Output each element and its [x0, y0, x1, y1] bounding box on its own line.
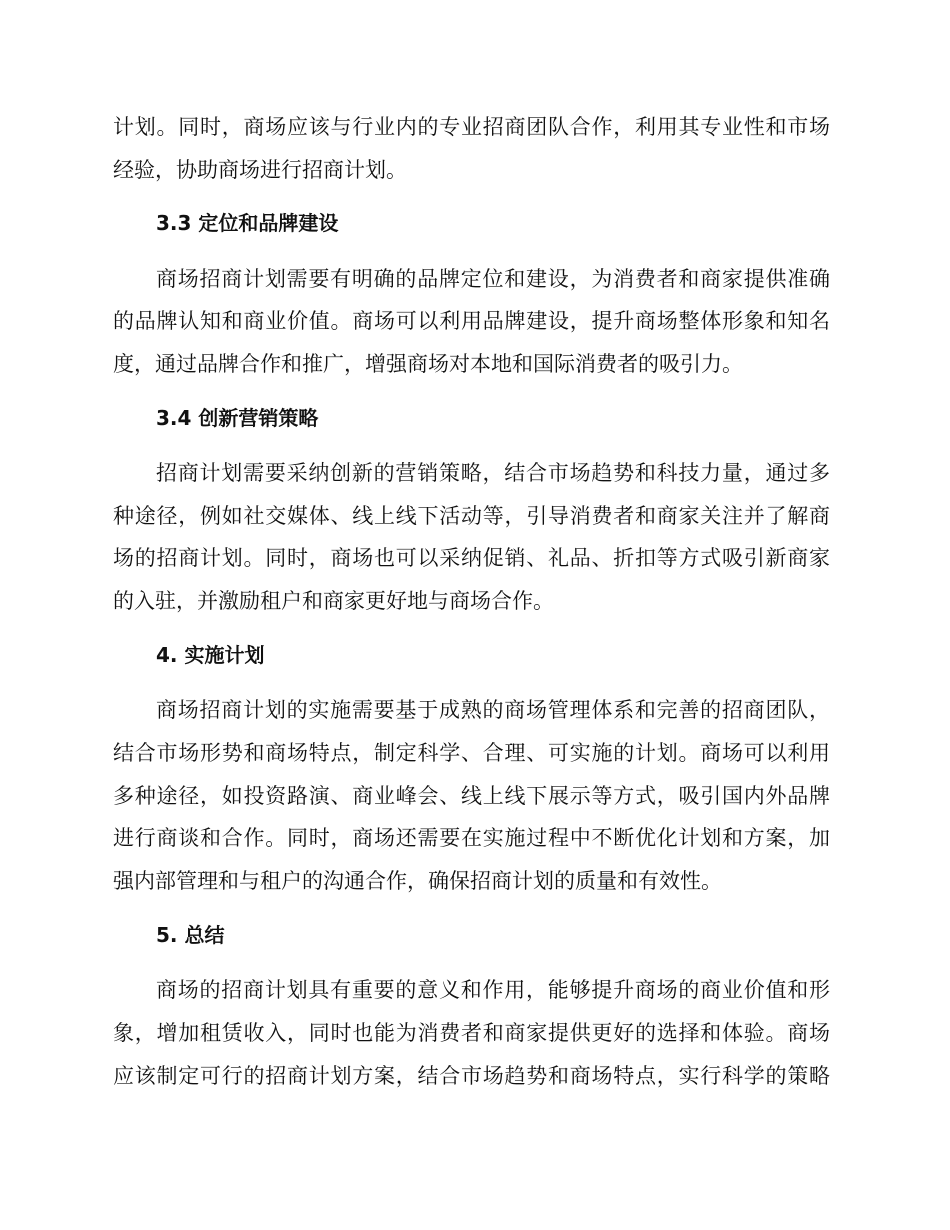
paragraph-line: 象，增加租赁收入，同时也能为消费者和商家提供更好的选择和体验。商场 — [113, 1021, 830, 1045]
paragraph-line: 场的招商计划。同时，商场也可以采纳促销、礼品、折扣等方式吸引新商家 — [113, 546, 830, 570]
paragraph-line: 计划。同时，商场应该与行业内的专业招商团队合作，利用其专业性和市场 — [113, 115, 830, 139]
paragraph-line: 经验，协助商场进行招商计划。 — [113, 158, 407, 182]
paragraph-line: 强内部管理和与租户的沟通合作，确保招商计划的质量和有效性。 — [113, 869, 722, 893]
paragraph-line: 的品牌认知和商业价值。商场可以利用品牌建设，提升商场整体形象和知名 — [113, 309, 830, 333]
paragraph-line: 招商计划需要采纳创新的营销策略，结合市场趋势和科技力量，通过多 — [156, 461, 830, 485]
paragraph-line: 商场的招商计划具有重要的意义和作用，能够提升商场的商业价值和形 — [156, 978, 830, 1002]
section-heading-3-4: 3.4 创新营销策略 — [156, 406, 319, 430]
section-heading-4: 4. 实施计划 — [156, 643, 265, 667]
paragraph-line: 商场招商计划的实施需要基于成熟的商场管理体系和完善的招商团队， — [156, 698, 830, 722]
paragraph-line: 商场招商计划需要有明确的品牌定位和建设，为消费者和商家提供准确 — [156, 267, 830, 291]
paragraph-line: 的入驻，并激励租户和商家更好地与商场合作。 — [113, 589, 554, 613]
paragraph-line: 种途径，例如社交媒体、线上线下活动等，引导消费者和商家关注并了解商 — [113, 504, 830, 528]
paragraph-line: 进行商谈和合作。同时，商场还需要在实施过程中不断优化计划和方案，加 — [113, 826, 830, 850]
section-heading-3-3: 3.3 定位和品牌建设 — [156, 211, 339, 235]
paragraph-line: 结合市场形势和商场特点，制定科学、合理、可实施的计划。商场可以利用 — [113, 741, 830, 765]
section-heading-5: 5. 总结 — [156, 923, 225, 947]
paragraph-line: 度，通过品牌合作和推广，增强商场对本地和国际消费者的吸引力。 — [113, 352, 743, 376]
paragraph-line: 应该制定可行的招商计划方案，结合市场趋势和商场特点，实行科学的策略 — [113, 1064, 830, 1088]
paragraph-line: 多种途径，如投资路演、商业峰会、线上线下展示等方式，吸引国内外品牌 — [113, 784, 830, 808]
